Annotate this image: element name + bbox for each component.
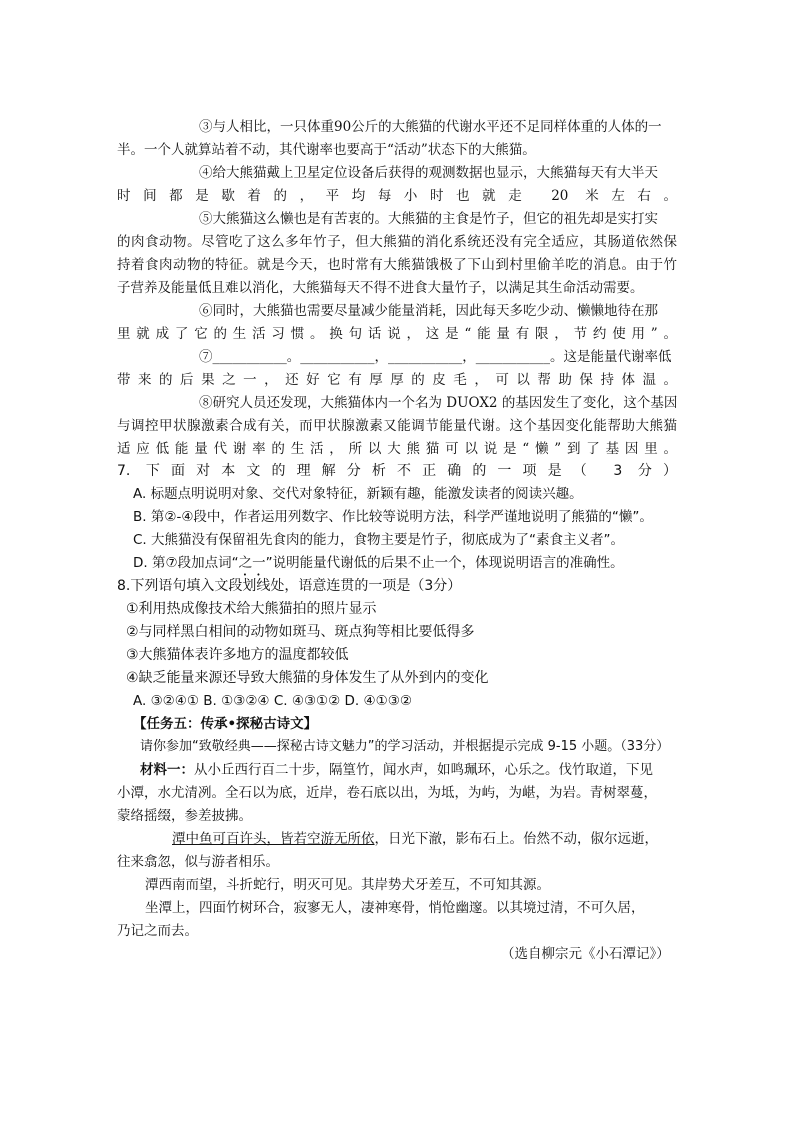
material1-p1-text: 从小丘西行百二十步，隔篁竹，闻水声，如鸣珮环，心乐之。伐竹取道，下见 (194, 762, 653, 778)
q7-option-d-pre: D. 第⑦段加点词“ (133, 555, 239, 571)
passage-p3-line1: ③与人相比，一只体重90公斤的大熊猫的代谢水平还不足同样体重的人体的一 (199, 119, 662, 135)
q8-stem: 8.下列语句填入文段划线处，语意连贯的一项是（3分） (117, 578, 462, 594)
passage-p6-line2: 里就成了它的生活习惯。换句话说，这是“能量有限，节约使用”。 (117, 326, 677, 342)
q7-option-d (133, 554, 624, 579)
passage-p5-line4: 子营养及能量低且难以消化，大熊猫每天不得不进食大量竹子，以满足其生命活动需要。 (117, 280, 644, 296)
material1-p4-line2: 乃记之而去。 (117, 923, 198, 939)
passage-p8-line3: 适应低能量代谢率的生活，所以大熊猫可以说是“懒”到了基因里。 (117, 441, 677, 457)
task5-heading: 【任务五：传承•探秘古诗文】 (133, 716, 318, 732)
q8-item2: ②与同样黑白相间的动物如斑马、斑点狗等相比要低得多 (126, 624, 475, 640)
material1-p1-line2: 小潭，水尤清冽。全石以为底，近岸，卷石底以出，为坻，为屿，为嵁，为岩。青树翠蔓， (117, 785, 657, 801)
passage-p3-line2: 半。一个人就算站着不动，其代谢率也要高于“活动”状态下的大熊猫。 (117, 142, 536, 158)
passage-p8-line1: ⑧研究人员还发现，大熊猫体内一个名为 DUOX2 的基因发生了变化，这个基因 (199, 395, 678, 411)
passage-p4-line1: ④给大熊猫戴上卫星定位设备后获得的观测数据也显示，大熊猫每天有大半天 (199, 165, 658, 181)
q8-options: A. ③②④① B. ①③②④ C. ④③①② D. ④①③② (133, 693, 412, 709)
q7-option-c: C. 大熊猫没有保留祖先食肉的能力，食物主要是竹子，彻底成为了“素食主义者”。 (133, 532, 624, 548)
material1-p2-underlined: 潭中鱼可百许头，皆若空游无所依 (172, 831, 375, 847)
q7-option-d-dotted-word: 之一 (238, 555, 266, 571)
q8-item3: ③大熊猫体表许多地方的温度都较低 (126, 647, 349, 663)
passage-p8-line2: 与调控甲状腺激素合成有关，而甲状腺激素又能调节能量代谢。这个基因变化能帮助大熊猫 (117, 418, 677, 434)
passage-p7-line2: 带来的后果之一，还好它有厚厚的皮毛，可以帮助保持体温。 (117, 372, 677, 388)
material1-label: 材料一： (140, 762, 194, 778)
material1-p2-line1 (172, 830, 658, 848)
material1-p3: 潭西南而望，斗折蛇行，明灭可见。其岸势犬牙差互，不可知其源。 (145, 877, 550, 893)
task5-intro: 请你参加“致敬经典——探秘古诗文魅力”的学习活动，并根据提示完成 9-15 小题。（33分） (140, 739, 670, 754)
passage-p7-line1: ⑦___________。___________，___________，___________。这是能量代谢率低 (199, 349, 672, 365)
passage-p4-line2: 时间都是歇着的，平均每小时也就走 20 米左右。 (117, 188, 677, 204)
q7-option-a: A. 标题点明说明对象、交代对象特征，新颖有趣，能激发读者的阅读兴趣。 (133, 486, 583, 502)
q7-stem: 7. 下面对本文的理解分析不正确的一项是（ 3 分） (117, 463, 677, 479)
passage-p5-line2: 的肉食动物。尽管吃了这么多年竹子，但大熊猫的消化系统还没有完全适应，其肠道依然保 (117, 234, 677, 250)
q7-option-b: B. 第②-④段中，作者运用列数字、作比较等说明方法，科学严谨地说明了熊猫的“懒”。 (133, 509, 653, 525)
material1-p4-line1: 坐潭上，四面竹树环合，寂寥无人，凄神寒骨，悄怆幽邃。以其境过清，不可久居， (145, 900, 645, 916)
material1-p2-line2: 往来翕忽，似与游者相乐。 (117, 854, 279, 870)
passage-p5-line3: 持着食肉动物的特征。就是今天，也时常有大熊猫饿极了下山到村里偷羊吃的消息。由于竹 (117, 257, 677, 273)
q7-option-d-post: ”说明能量代谢低的后果不止一个，体现说明语言的准确性。 (265, 555, 624, 571)
material1-p1-line1 (140, 761, 653, 779)
material1-p2-rest: ，日光下澈，影布石上。佁然不动，俶尔远逝， (374, 831, 658, 847)
material1-p1-line3: 蒙络摇缀，参差披拂。 (117, 808, 252, 824)
material1-source: （选自柳宗元《小石潭记》） (501, 946, 670, 962)
passage-p5-line1: ⑤大熊猫这么懒也是有苦衷的。大熊猫的主食是竹子，但它的祖先却是实打实 (199, 211, 658, 227)
q8-item4: ④缺乏能量来源还导致大熊猫的身体发生了从外到内的变化 (126, 670, 489, 686)
q8-item1: ①利用热成像技术给大熊猫拍的照片显示 (126, 601, 377, 617)
passage-p6-line1: ⑥同时，大熊猫也需要尽量减少能量消耗，因此每天多吃少动、懒懒地待在那 (199, 303, 658, 319)
